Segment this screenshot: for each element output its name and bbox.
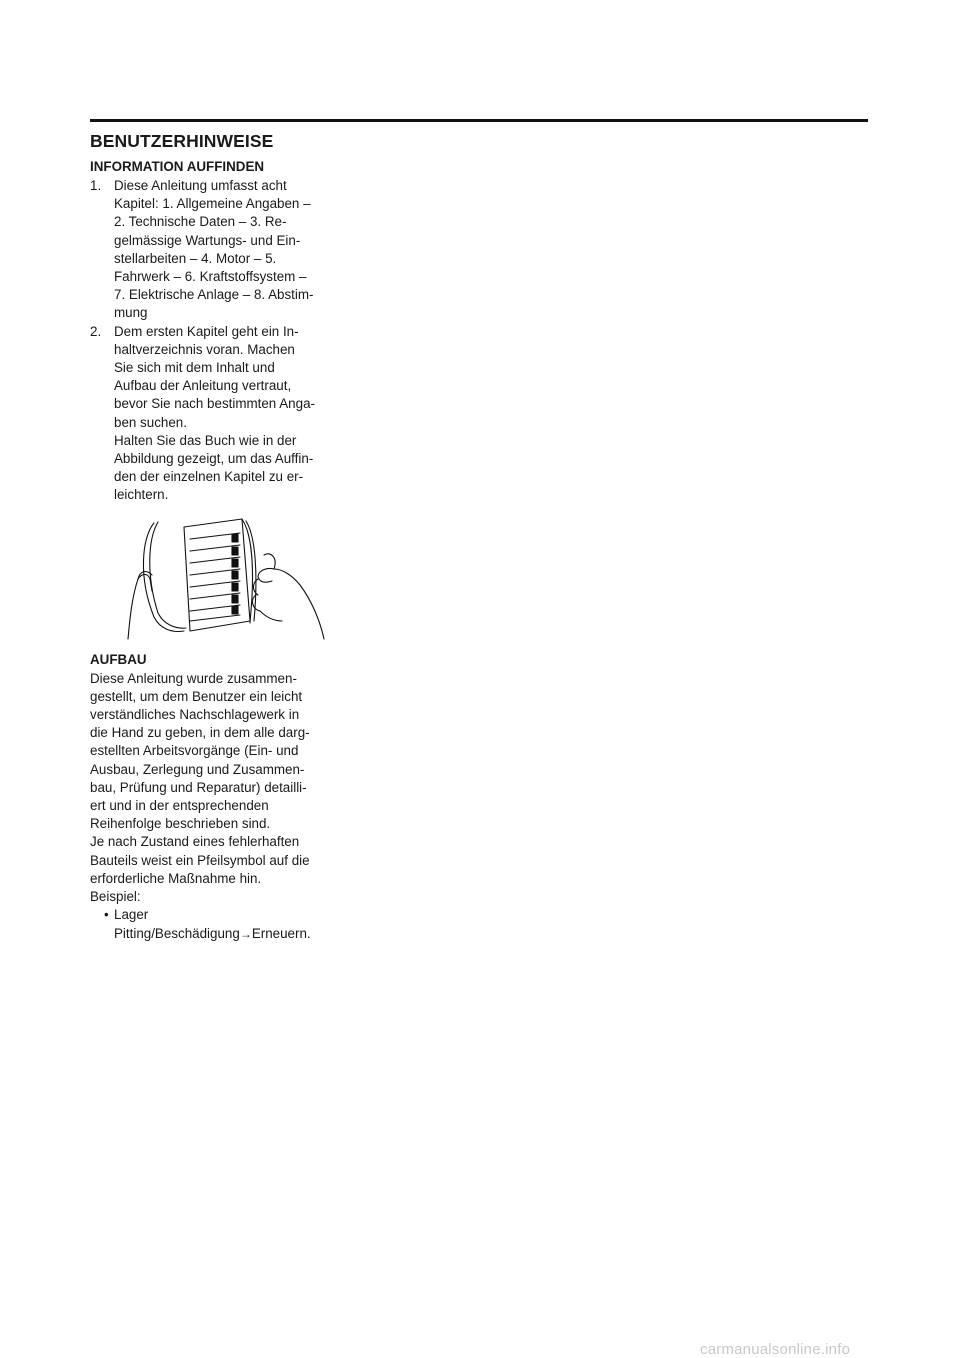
top-rule [90, 119, 868, 122]
example-label: Beispiel: [90, 889, 141, 905]
bullet-content [114, 906, 340, 942]
aufbau-body: Diese Anleitung wurde zusammen- gestellt, um dem Benutzer ein leicht verständliches Nachschlagewerk in die Hand zu geben, in dem alle darg- estellten Arbeitsvorgänge (Ein- und Ausbau, Zerlegung und Zusammen- bau, Prüfung und Reparatur) detailli- ert und in der entsprechenden Reihenfolge beschrieben sind. Je nach Zustand eines fehlerhaften Bauteils weist ein Pfeilsymbol auf die erforderliche Maßnahme hin. [90, 670, 310, 886]
bullet-title: Lager [114, 907, 149, 923]
hands-holding-book-drawing [124, 517, 329, 641]
list-number: 2. [90, 323, 102, 339]
list-text: Diese Anleitung umfasst acht Kapitel: 1. Allgemeine Angaben – 2. Technische Daten – 3. Re- gelmässige Wartungs- und Ein- stellarbeiten – 4. Motor – 5. Fahrwerk – 6. Kraftstoffsystem – 7. Elektrische Anlage – 8. Abstim- mung [114, 178, 314, 321]
main-column [90, 127, 340, 943]
bullet-icon: • [104, 907, 109, 923]
book-illustration [124, 517, 329, 641]
list-item-1 [90, 177, 340, 323]
section-heading-information: INFORMATION AUFFINDEN [90, 159, 265, 174]
section-heading-aufbau: AUFBAU [90, 651, 147, 667]
watermark: carmanualsonline.info [700, 1341, 851, 1358]
page-title: BENUTZERHINWEISE [90, 131, 274, 151]
list-number: 1. [90, 178, 102, 193]
bullet-action: Erneuern. [251, 925, 311, 941]
bullet-item-lager [90, 906, 340, 942]
list-item-2 [90, 323, 340, 505]
list-text: Dem ersten Kapitel geht ein In- haltverzeichnis voran. Machen Sie sich mit dem Inhalt und Aufbau der Anleitung vertraut, bevor Sie nach bestimmten Anga- ben suchen. Halten Sie das Buch wie in der Abbildung gezeigt, um das Auffin- den der einzelnen Kapitel zu er- leichtern. [114, 323, 315, 503]
arrow-right-icon: → [239, 926, 252, 941]
bullet-condition: Pitting/Beschädigung [114, 925, 240, 941]
